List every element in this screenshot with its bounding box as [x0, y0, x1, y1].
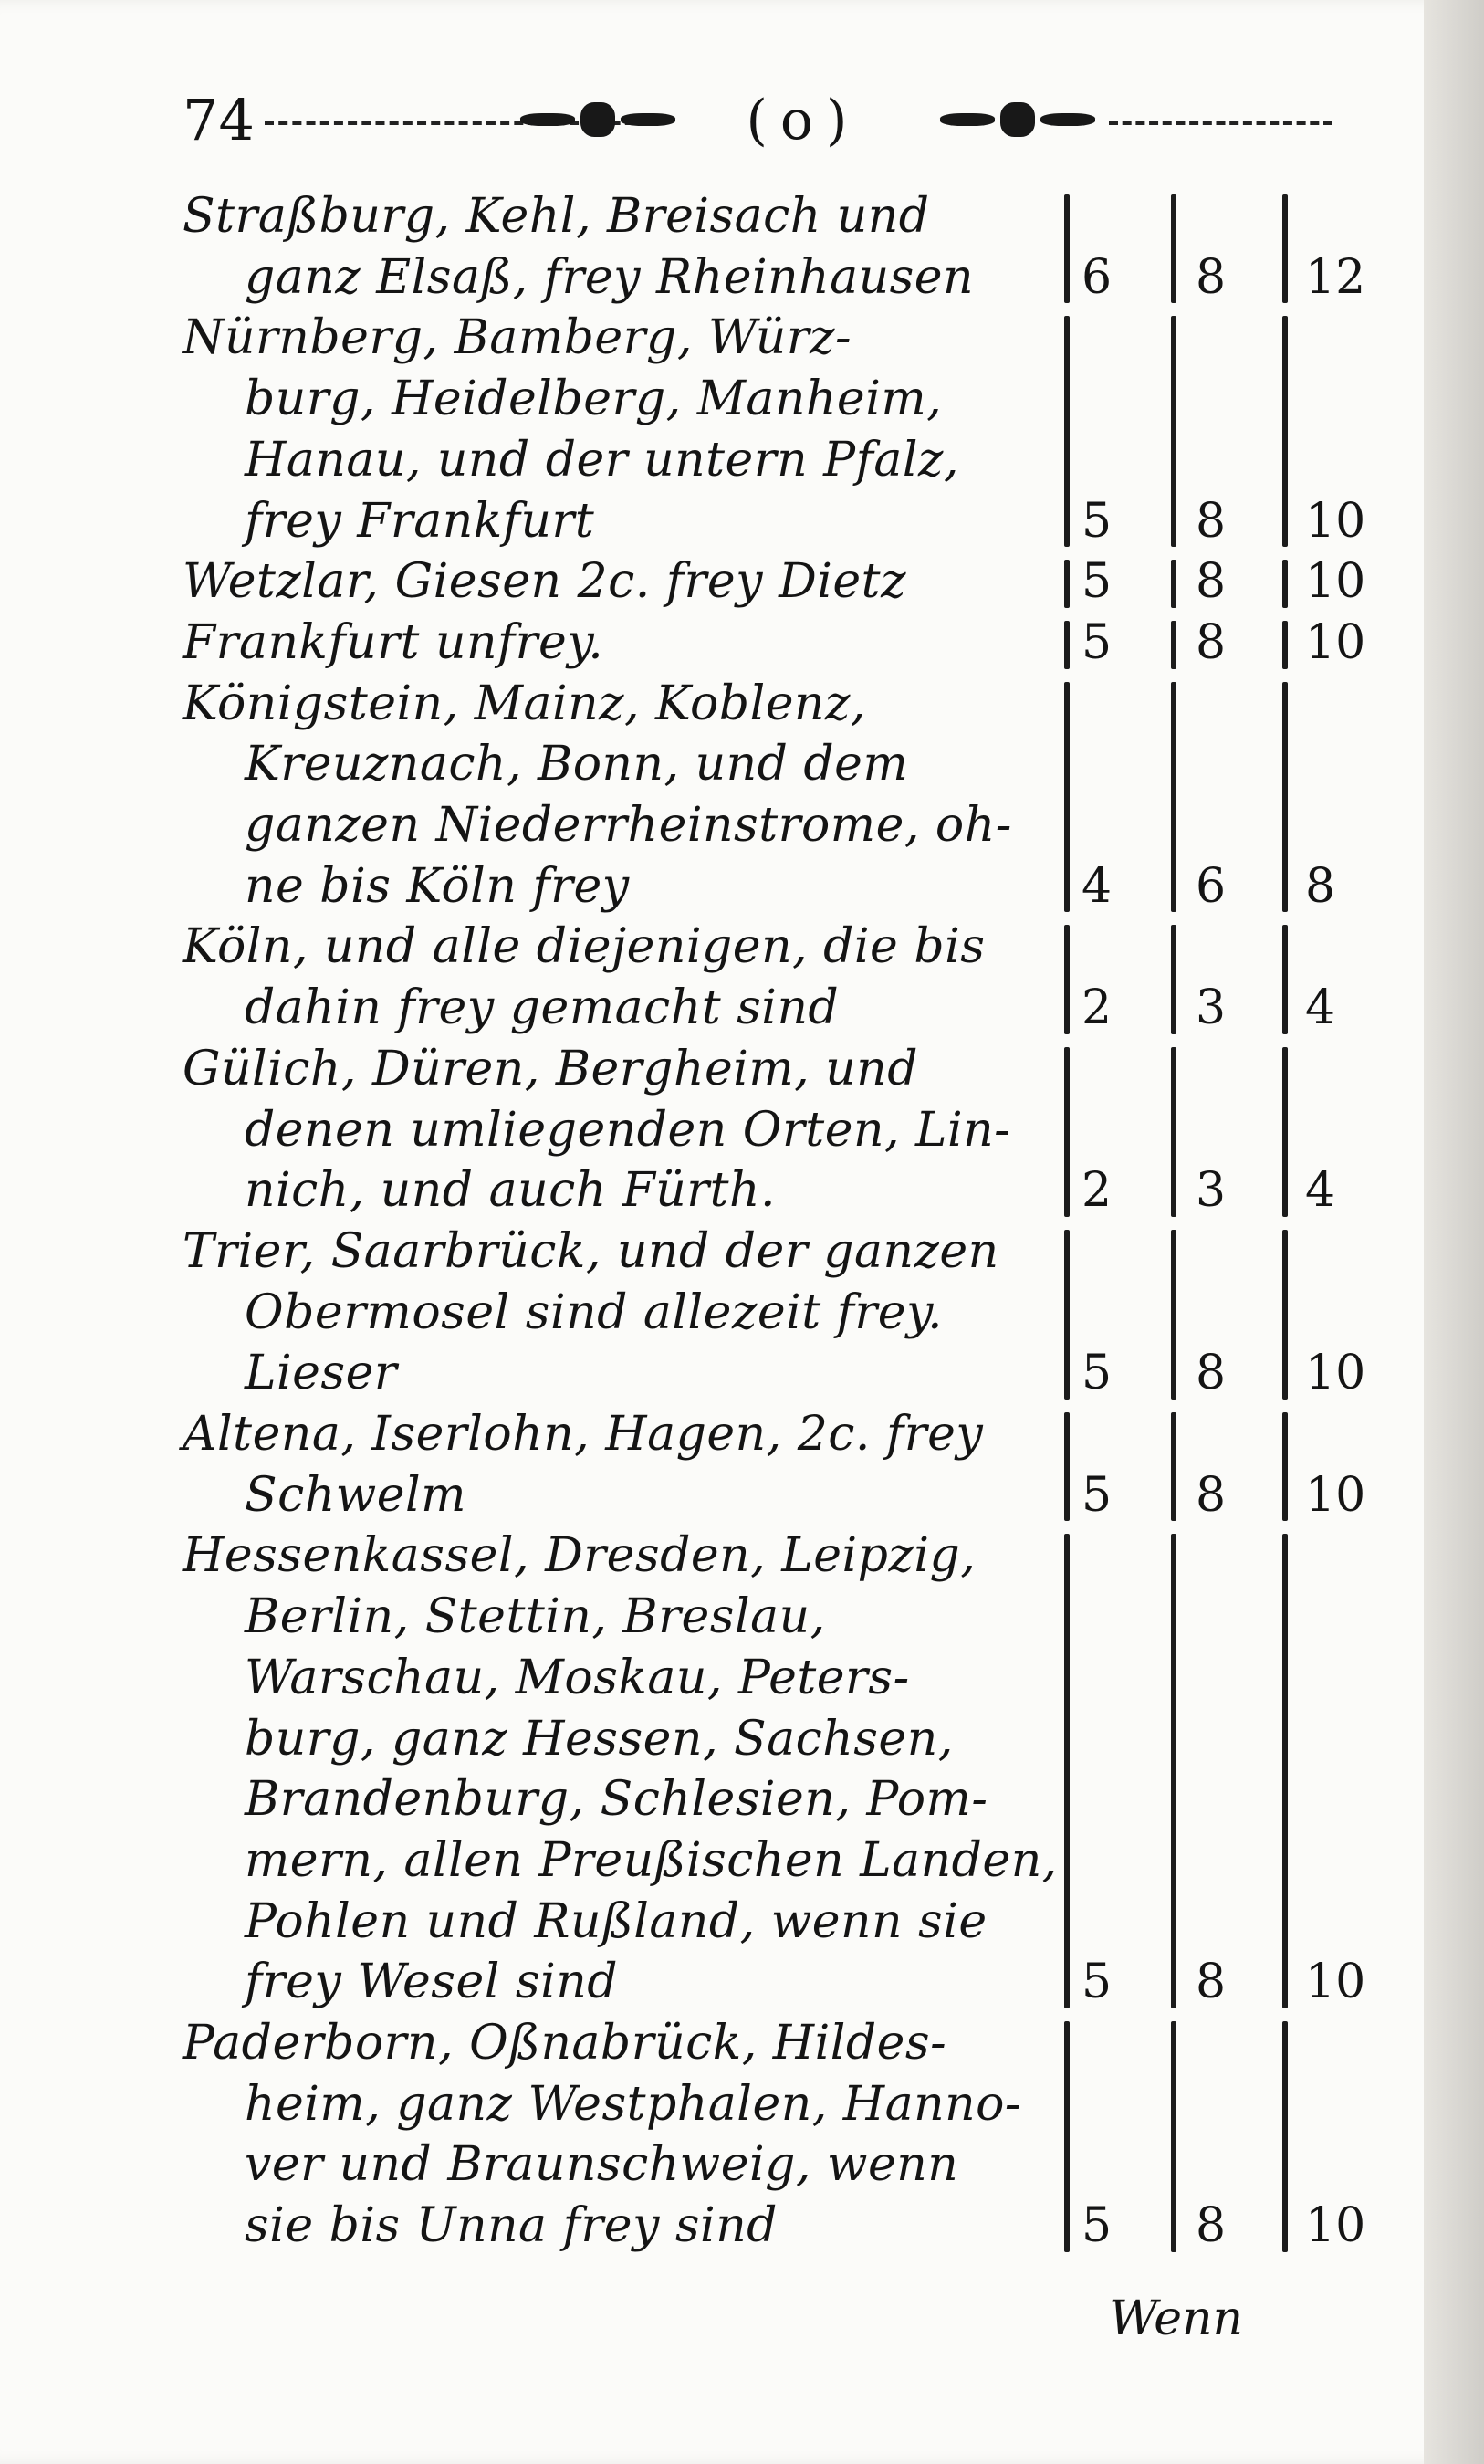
entry-text-line: dahin frey gemacht sind	[245, 980, 840, 1036]
rate-value: 8	[1196, 2198, 1227, 2254]
column-rule	[1064, 682, 1070, 913]
entry-text-line: Frankfurt unfrey.	[183, 614, 604, 670]
rate-value: 10	[1305, 1346, 1366, 1401]
column-rule	[1064, 1047, 1070, 1217]
rate-value: 8	[1196, 1467, 1227, 1523]
entry-text-line: Obermosel sind allezeit frey.	[245, 1284, 944, 1340]
entry-text-line: ne bis Köln frey	[245, 858, 630, 914]
entry-text-line: denen umliegenden Orten, Lin-	[245, 1102, 1011, 1158]
column-rule	[1171, 1534, 1176, 2008]
column-rule	[1064, 316, 1070, 547]
entry-text-line: Trier, Saarbrück, und der ganzen	[183, 1223, 999, 1279]
column-rule	[1282, 1047, 1288, 1217]
column-rule	[1282, 925, 1288, 1033]
column-rule	[1064, 560, 1070, 608]
rate-value: 10	[1305, 554, 1366, 610]
rate-value: 10	[1305, 493, 1366, 549]
entry-text-line: ganz Elsaß, frey Rheinhausen	[245, 249, 975, 305]
entry-text-line: nich, und auch Fürth.	[245, 1163, 777, 1219]
column-rule	[1282, 1230, 1288, 1400]
rate-value: 8	[1196, 1955, 1227, 2010]
entry-text-line: ver und Braunschweig, wenn	[245, 2137, 959, 2193]
column-rule	[1064, 2021, 1070, 2252]
entry-text-line: burg, Heidelberg, Manheim,	[245, 372, 943, 427]
rate-value: 12	[1305, 249, 1366, 305]
column-rule	[1171, 560, 1176, 608]
entry-text-line: Pohlen und Rußland, wenn sie	[245, 1893, 988, 1949]
catchword: Wenn	[1109, 2291, 1243, 2346]
column-rule	[1282, 1534, 1288, 2008]
rate-value: 5	[1082, 1467, 1113, 1523]
entry-text-line: Schwelm	[245, 1467, 466, 1523]
entry-text-line: Köln, und alle diejenigen, die bis	[183, 919, 986, 975]
rate-value: 5	[1082, 493, 1113, 549]
entry-text-line: sie bis Unna frey sind	[245, 2198, 778, 2254]
column-rule	[1282, 1412, 1288, 1521]
rate-value: 5	[1082, 1955, 1113, 2010]
rate-value: 10	[1305, 1467, 1366, 1523]
rate-value: 4	[1305, 1163, 1336, 1219]
entry-text-line: Wetzlar, Giesen 2c. frey Dietz	[183, 554, 906, 610]
entry-text-line: ganzen Niederrheinstrome, oh-	[245, 798, 1012, 853]
column-rule	[1282, 316, 1288, 547]
column-rule	[1171, 316, 1176, 547]
entry-text-line: burg, ganz Hessen, Sachsen,	[245, 1711, 954, 1767]
rate-value: 6	[1196, 858, 1227, 914]
entry-text-line: Kreuznach, Bonn, und dem	[245, 737, 909, 792]
entry-text-line: Warschau, Moskau, Peters-	[245, 1650, 910, 1705]
rate-value: 4	[1082, 858, 1113, 914]
header-rule-right	[1109, 121, 1332, 125]
rate-value: 3	[1196, 980, 1227, 1036]
rate-value: 2	[1082, 980, 1113, 1036]
entry-text-line: frey Frankfurt	[245, 493, 595, 549]
column-rule	[1064, 621, 1070, 669]
fleuron-left-icon	[507, 97, 689, 142]
column-rule	[1171, 2021, 1176, 2252]
column-rule	[1171, 1047, 1176, 1217]
entry-text-line: Berlin, Stettin, Breslau,	[245, 1589, 826, 1645]
column-rule	[1282, 682, 1288, 913]
page-number: 74	[183, 87, 255, 153]
running-header	[178, 84, 1342, 157]
column-rule	[1064, 1230, 1070, 1400]
rate-value: 6	[1082, 249, 1113, 305]
rate-value: 3	[1196, 1163, 1227, 1219]
scan-edge-shadow	[1424, 0, 1484, 2464]
rate-value: 2	[1082, 1163, 1113, 1219]
column-rule	[1171, 1230, 1176, 1400]
rate-value: 8	[1196, 1346, 1227, 1401]
entry-text-line: Lieser	[245, 1346, 398, 1401]
entry-text-line: Brandenburg, Schlesien, Pom-	[245, 1772, 988, 1828]
rate-value: 8	[1196, 554, 1227, 610]
entry-text-line: frey Wesel sind	[245, 1955, 618, 2010]
column-rule	[1064, 925, 1070, 1033]
rate-value: 10	[1305, 2198, 1366, 2254]
column-rule	[1171, 194, 1176, 303]
column-rule	[1171, 925, 1176, 1033]
rate-value: 5	[1082, 554, 1113, 610]
rate-value: 10	[1305, 614, 1366, 670]
entry-text-line: Paderborn, Oßnabrück, Hildes-	[183, 2016, 947, 2071]
rate-value: 8	[1305, 858, 1336, 914]
rate-value: 8	[1196, 493, 1227, 549]
entry-text-line: Nürnberg, Bamberg, Würz-	[183, 310, 852, 366]
entry-text-line: heim, ganz Westphalen, Hanno-	[245, 2076, 1021, 2132]
rate-value: 10	[1305, 1955, 1366, 2010]
column-rule	[1064, 194, 1070, 303]
entry-text-line: Königstein, Mainz, Koblenz,	[183, 676, 866, 731]
rate-value: 8	[1196, 249, 1227, 305]
column-rule	[1064, 1412, 1070, 1521]
column-rule	[1171, 682, 1176, 913]
rate-value: 5	[1082, 614, 1113, 670]
rate-value: 5	[1082, 1346, 1113, 1401]
entry-text-line: Hanau, und der untern Pfalz,	[245, 432, 959, 488]
rate-value: 5	[1082, 2198, 1113, 2254]
entry-text-line: mern, allen Preußischen Landen,	[245, 1832, 1058, 1888]
fleuron-right-icon	[926, 97, 1109, 142]
column-rule	[1282, 2021, 1288, 2252]
column-rule	[1171, 1412, 1176, 1521]
rate-value: 4	[1305, 980, 1336, 1036]
header-mark: (o)	[746, 89, 861, 152]
column-rule	[1282, 194, 1288, 303]
column-rule	[1282, 560, 1288, 608]
rate-value: 8	[1196, 614, 1227, 670]
column-rule	[1282, 621, 1288, 669]
entry-text-line: Straßburg, Kehl, Breisach und	[183, 189, 930, 244]
entry-text-line: Gülich, Düren, Bergheim, und	[183, 1041, 918, 1096]
column-rule	[1171, 621, 1176, 669]
column-rule	[1064, 1534, 1070, 2008]
entry-text-line: Altena, Iserlohn, Hagen, 2c. frey	[183, 1407, 984, 1462]
entry-text-line: Hessenkassel, Dresden, Leipzig,	[183, 1528, 977, 1584]
